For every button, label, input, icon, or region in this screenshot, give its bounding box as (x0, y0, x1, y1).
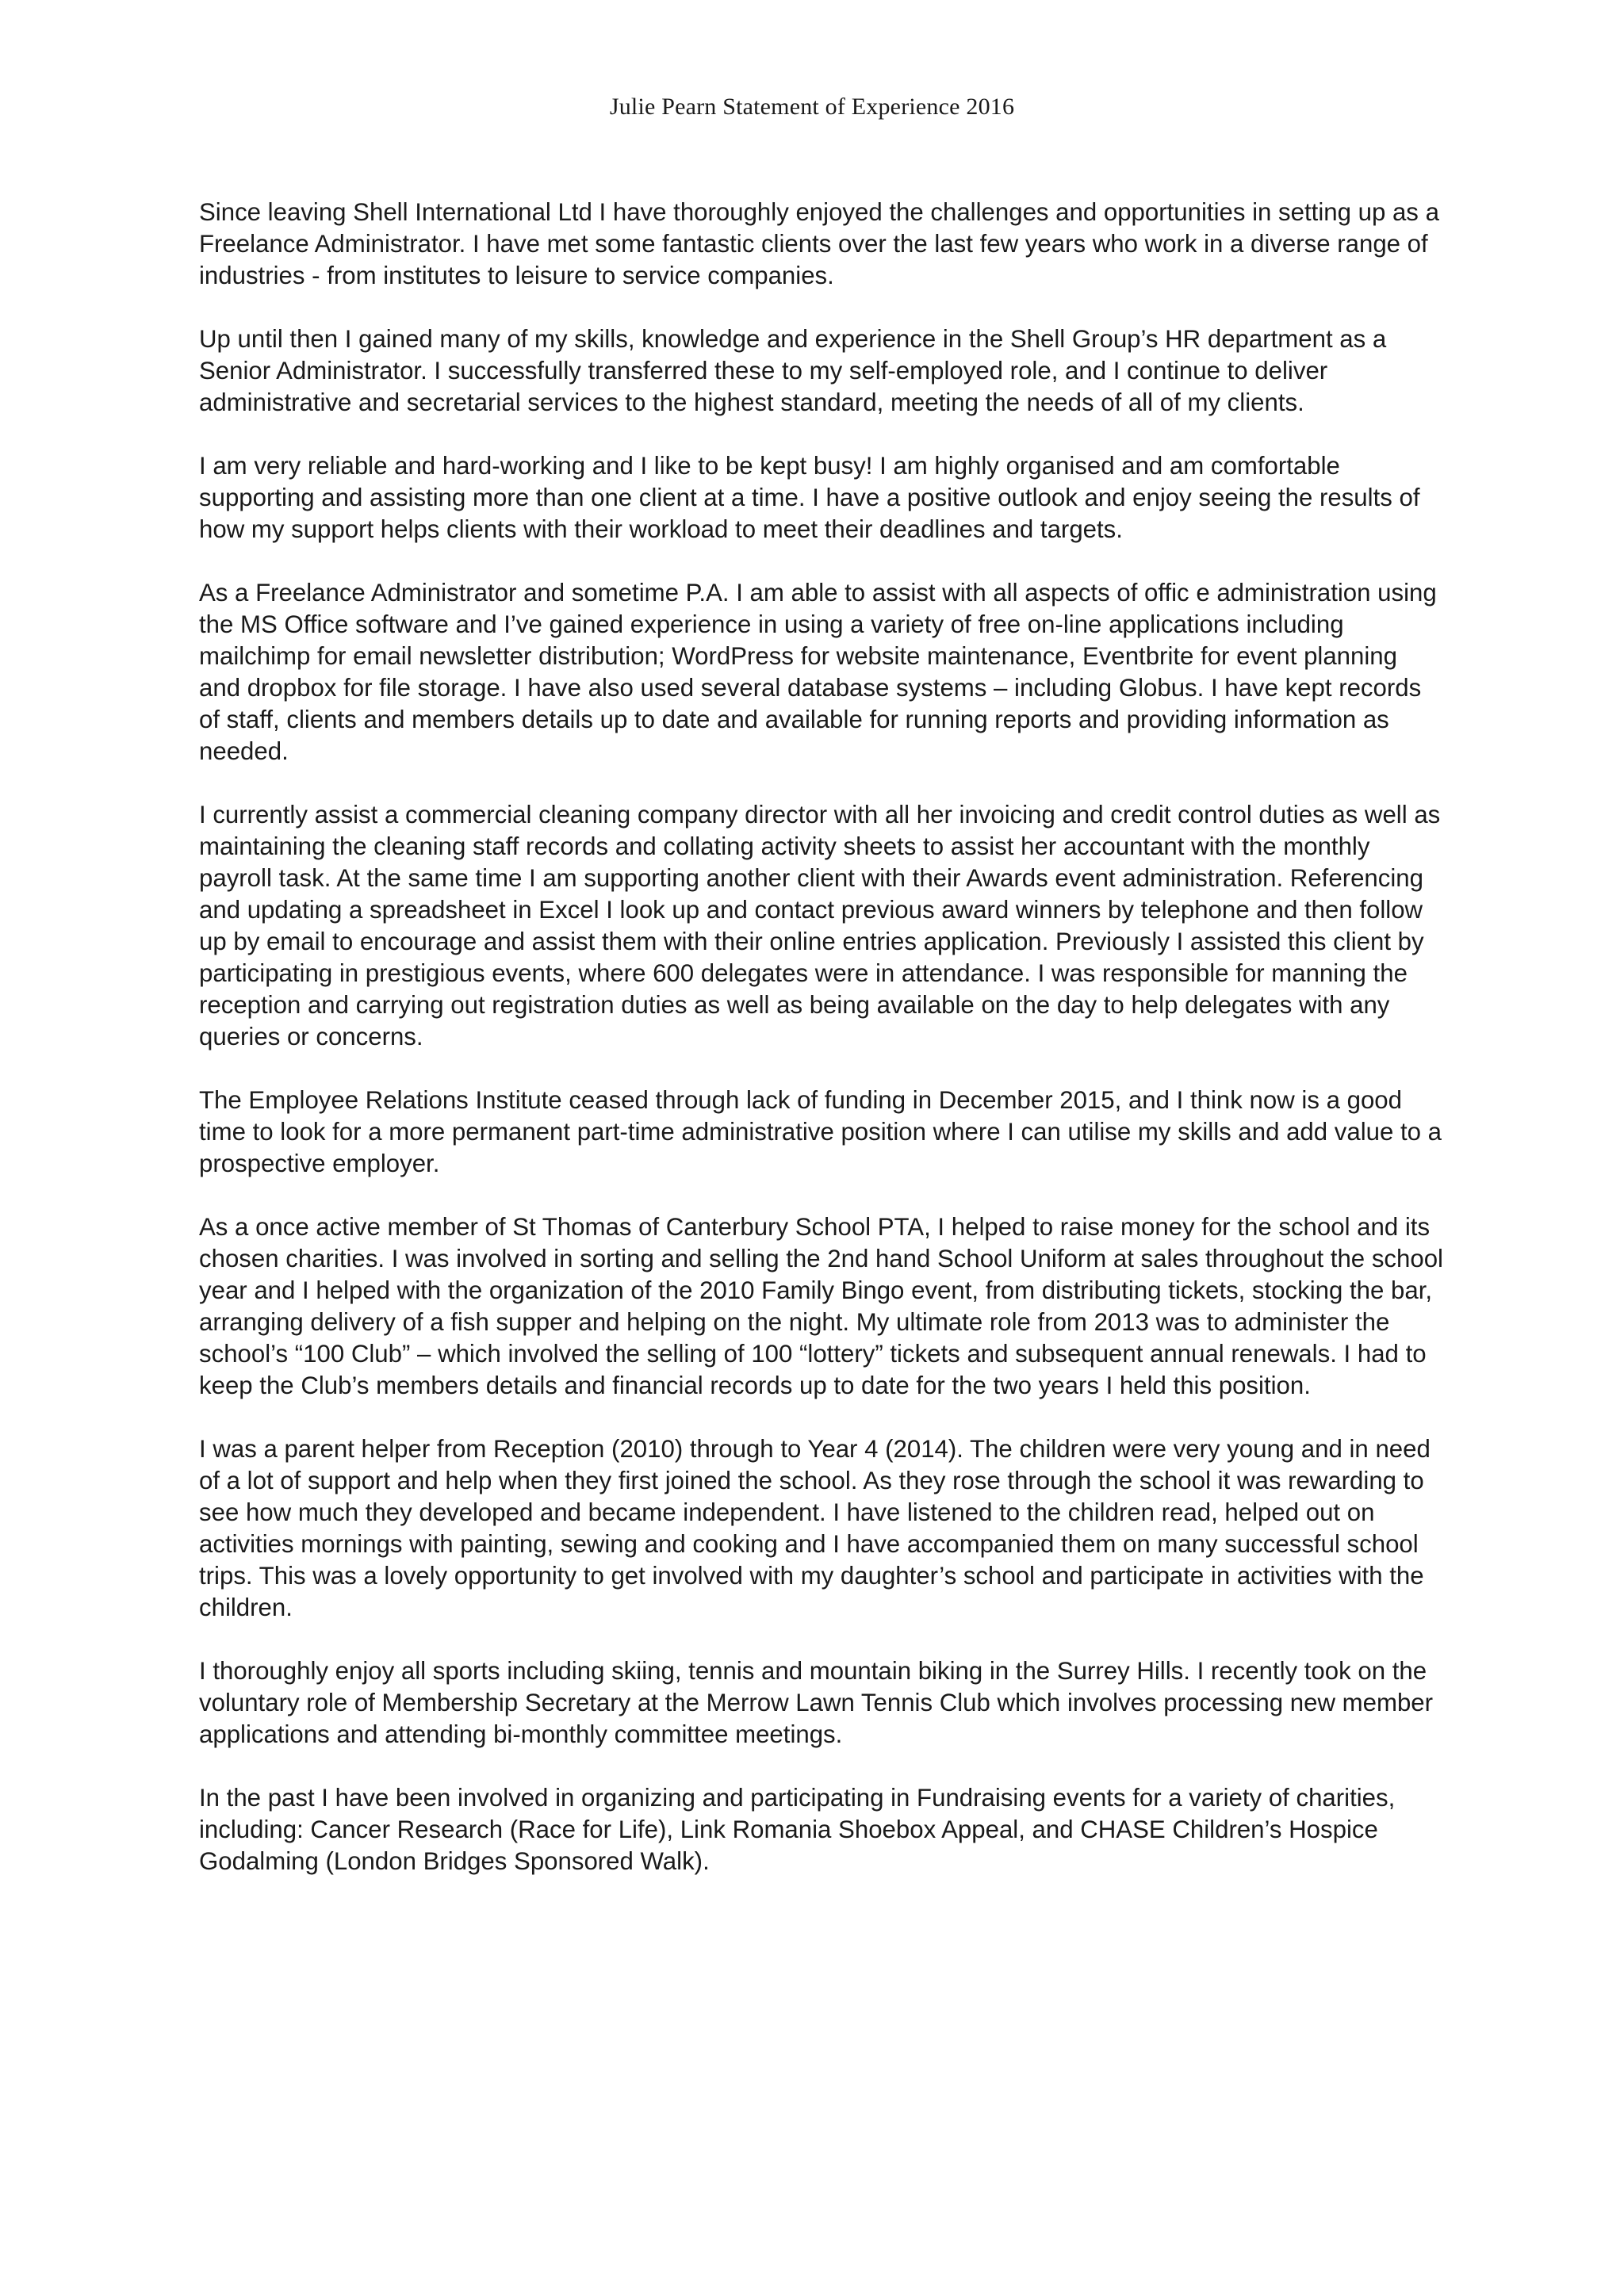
page-header: Julie Pearn Statement of Experience 2016 (609, 94, 1015, 120)
paragraph-freelance-intro: Since leaving Shell International Ltd I have thoroughly enjoyed the challenges and opportunities in setting up as a Freelance Administrator. I have met some fantastic clients over the last few years who work in a diverse range of industries - from institutes to leisure to service companies. (199, 198, 1439, 289)
paragraph-fundraising: In the past I have been involved in organizing and participating in Fundraising events for a variety of charities, including: Cancer Research (Race for Life), Link Romania Shoebox Appeal, and CHASE Children’s Hospice Godalming (London Bridges Sponsored Walk). (199, 1784, 1396, 1875)
paragraph-parent-helper: I was a parent helper from Reception (2010) through to Year 4 (2014). The children were very young and in need of a lot of support and help when they first joined the school. As they rose through the school it was rewarding to see how much they developed and became independent. I have listened to the children read, helped out on activities mornings with painting, sewing and cooking and I have accompanied them on many successful school trips. This was a lovely opportunity to get involved with my daughter’s school and participate in activities with the children. (199, 1435, 1431, 1621)
paragraph-sports-interests: I thoroughly enjoy all sports including skiing, tennis and mountain biking in the Surrey Hills. I recently took on the voluntary role of Membership Secretary at the Merrow Lawn Tennis Club which involves processing new member applications and attending bi-monthly committee meetings. (199, 1657, 1434, 1748)
paragraph-current-clients: I currently assist a commercial cleaning company director with all her invoicing and credit control duties as well as maintaining the cleaning staff records and collating activity sheets to assist her accountant with the monthly payroll task. At the same time I am supporting another client with their Awards event administration. Referencing and updating a spreadsheet in Excel I look up and contact previous award winners by telephone and then follow up by email to encourage and assist them with their online entries application. Previously I assisted this client by participating in prestigious events, where 600 delegates were in attendance. I was responsible for manning the reception and carrying out registration duties as well as being available on the day to help delegates with any queries or concerns. (199, 801, 1441, 1050)
paragraph-shell-experience: Up until then I gained many of my skills, knowledge and experience in the Shell Group’s HR department as a Senior Administrator. I successfully transferred these to my self-employed role, and I continue to deliver administrative and secretarial services to the highest standard, meeting the needs of all of my clients. (199, 325, 1387, 416)
paragraph-personal-qualities: I am very reliable and hard-working and I like to be kept busy! I am highly organised and am comfortable supporting and assisting more than one client at a time. I have a positive outlook and enjoy seeing the results of how my support helps clients with their workload to meet their deadlines and targets. (199, 452, 1420, 543)
paragraph-seeking-position: The Employee Relations Institute ceased through lack of funding in December 2015, and I think now is a good time to look for a more permanent part-time administrative position where I can utilise my skills and add value to a prospective employer. (199, 1086, 1442, 1177)
document-body (199, 197, 1444, 1909)
paragraph-pta-volunteering: As a once active member of St Thomas of Canterbury School PTA, I helped to raise money for the school and its chosen charities. I was involved in sorting and selling the 2nd hand School Uniform at sales throughout the school year and I helped with the organization of the 2010 Family Bingo event, from distributing tickets, stocking the bar, arranging delivery of a fish supper and helping on the night. My ultimate role from 2013 was to administer the school’s “100 Club” – which involved the selling of 100 “lottery” tickets and subsequent annual renewals. I had to keep the Club’s members details and financial records up to date for the two years I held this position. (199, 1213, 1443, 1399)
paragraph-office-skills: As a Freelance Administrator and sometime P.A. I am able to assist with all aspects of offic e administration using the MS Office software and I’ve gained experience in using a variety of free on-line applications including mailchimp for email newsletter distribution; WordPress for website maintenance, Eventbrite for event planning and dropbox for file storage. I have also used several database systems – including Globus. I have kept records of staff, clients and members details up to date and available for running reports and providing information as needed. (199, 579, 1437, 765)
